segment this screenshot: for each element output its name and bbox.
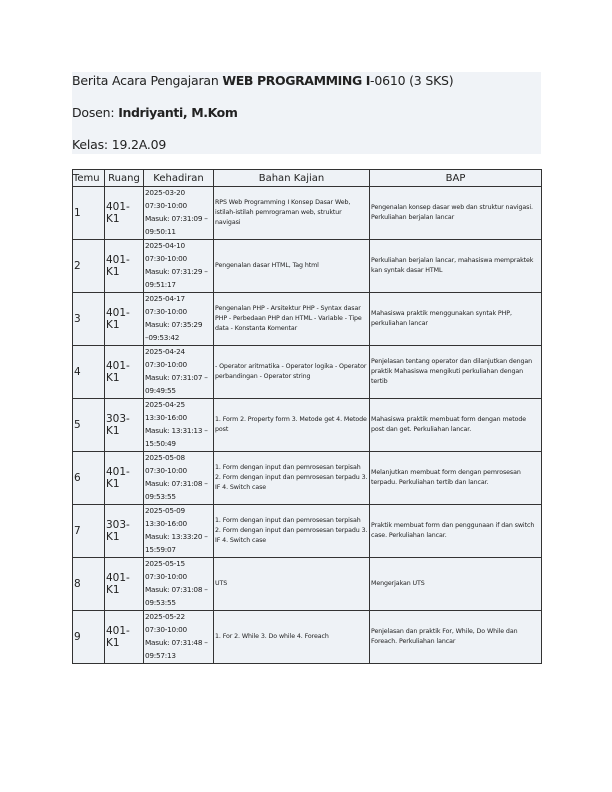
- cell-kehadiran: [144, 611, 214, 664]
- kehadiran-date: 2025-05-09: [145, 506, 185, 516]
- cell-ruang: 303-K1: [105, 399, 144, 452]
- course-name: WEB PROGRAMMING I: [222, 73, 371, 88]
- cell-bahan-kajian: Pengenalan dasar HTML, Tag html: [214, 240, 370, 293]
- table-row: [73, 240, 542, 293]
- cell-bap: Mahasiswa praktik membuat form dengan metode post dan get. Perkuliahan lancar.: [370, 399, 542, 452]
- kehadiran-masuk: Masuk: 07:31:08 –: [145, 479, 208, 488]
- table-row: [73, 611, 542, 664]
- kehadiran-time: 07:30-10:00: [145, 625, 187, 635]
- cell-bap: Pengenalan konsep dasar web dan struktur navigasi. Perkuliahan berjalan lancar: [370, 187, 542, 240]
- cell-kehadiran: [144, 240, 214, 293]
- cell-kehadiran: [144, 293, 214, 346]
- cell-bahan-kajian: - Operator aritmatika - Operator logika - Operator perbandingan - Operator string: [214, 346, 370, 399]
- kehadiran-keluar: 09:49:55: [145, 385, 176, 395]
- kehadiran-keluar: 15:50:49: [145, 438, 176, 448]
- course-code: -0610 (3 SKS): [370, 73, 454, 88]
- kehadiran-date: 2025-05-15: [145, 559, 185, 569]
- kehadiran-masuk: Masuk: 07:31:48 –: [145, 638, 208, 647]
- cell-temu: 2: [73, 240, 105, 293]
- kehadiran-time: 07:30-10:00: [145, 307, 187, 317]
- cell-ruang: 401-K1: [105, 452, 144, 505]
- kehadiran-masuk: Masuk: 07:31:29 –: [145, 267, 208, 276]
- cell-bap: Penjelasan tentang operator dan dilanjutkan dengan praktik Mahasiswa mengikuti perkuliahan dengan tertib: [370, 346, 542, 399]
- kehadiran-keluar: 15:59:07: [145, 544, 176, 554]
- page-title: [72, 73, 453, 88]
- kehadiran-time: 07:30-10:00: [145, 466, 187, 476]
- kehadiran-date: 2025-04-17: [145, 294, 185, 304]
- kehadiran-keluar: 09:53:55: [145, 491, 176, 501]
- kehadiran-time: 13:30-16:00: [145, 519, 187, 529]
- kehadiran-keluar: –09:53:42: [145, 332, 180, 342]
- kehadiran-date: 2025-05-22: [145, 612, 185, 622]
- cell-kehadiran: [144, 558, 214, 611]
- kehadiran-keluar: 09:53:55: [145, 597, 176, 607]
- cell-kehadiran: [144, 505, 214, 558]
- cell-temu: 7: [73, 505, 105, 558]
- cell-kehadiran: [144, 452, 214, 505]
- kehadiran-time: 07:30-10:00: [145, 254, 187, 264]
- kehadiran-masuk: Masuk: 07:31:09 –: [145, 214, 208, 223]
- col-header-kehadiran: Kehadiran: [144, 170, 214, 187]
- cell-bahan-kajian: Pengenalan PHP - Arsitektur PHP - Syntax dasar PHP - Perbedaan PHP dan HTML - Variable - Tipe data - Konstanta Komentar: [214, 293, 370, 346]
- cell-bap: Mahasiswa praktik menggunakan syntak PHP, perkuliahan lancar: [370, 293, 542, 346]
- cell-ruang: 303-K1: [105, 505, 144, 558]
- table-header-row: [73, 170, 542, 187]
- kehadiran-date: 2025-04-10: [145, 241, 185, 251]
- col-header-temu: Temu: [73, 170, 105, 187]
- col-header-bap: BAP: [370, 170, 542, 187]
- cell-bap: Penjelasan dan praktik For, While, Do While dan Foreach. Perkuliahan lancar: [370, 611, 542, 664]
- cell-ruang: 401-K1: [105, 558, 144, 611]
- cell-bap: Perkuliahan berjalan lancar, mahasiswa mempraktek kan syntak dasar HTML: [370, 240, 542, 293]
- cell-temu: 3: [73, 293, 105, 346]
- table-row: [73, 558, 542, 611]
- cell-bahan-kajian: 1. For 2. While 3. Do while 4. Foreach: [214, 611, 370, 664]
- table-row: [73, 452, 542, 505]
- cell-bahan-kajian: 1. Form dengan input dan pemrosesan terpisah 2. Form dengan input dan pemrosesan terpadu 3. IF 4. Switch case: [214, 452, 370, 505]
- table-row: [73, 505, 542, 558]
- cell-bap: Praktik membuat form dan penggunaan if dan switch case. Perkuliahan lancar.: [370, 505, 542, 558]
- cell-temu: 8: [73, 558, 105, 611]
- kehadiran-time: 07:30-10:00: [145, 360, 187, 370]
- cell-ruang: 401-K1: [105, 346, 144, 399]
- table-row: [73, 346, 542, 399]
- kehadiran-date: 2025-04-24: [145, 347, 185, 357]
- cell-bahan-kajian: 1. Form dengan input dan pemrosesan terpisah 2. Form dengan input dan pemrosesan terpadu 3. IF 4. Switch case: [214, 505, 370, 558]
- cell-kehadiran: [144, 399, 214, 452]
- col-header-bahan-kajian: Bahan Kajian: [214, 170, 370, 187]
- kehadiran-masuk: Masuk: 13:33:20 –: [145, 532, 208, 541]
- kehadiran-masuk: Masuk: 13:31:13 –: [145, 426, 208, 435]
- cell-temu: 1: [73, 187, 105, 240]
- cell-temu: 5: [73, 399, 105, 452]
- cell-ruang: 401-K1: [105, 240, 144, 293]
- kehadiran-keluar: 09:57:13: [145, 650, 176, 660]
- kehadiran-date: 2025-03-20: [145, 188, 185, 198]
- table-row: [73, 293, 542, 346]
- cell-bahan-kajian: 1. Form 2. Property form 3. Metode get 4. Metode post: [214, 399, 370, 452]
- cell-bahan-kajian: RPS Web Programming I Konsep Dasar Web, istilah-istilah pemrograman web, struktur navigasi: [214, 187, 370, 240]
- kelas-line: Kelas: 19.2A.09: [72, 137, 167, 152]
- cell-bap: Melanjutkan membuat form dengan pemrosesan terpadu. Perkuliahan tertib dan lancar.: [370, 452, 542, 505]
- cell-kehadiran: [144, 346, 214, 399]
- title-prefix: Berita Acara Pengajaran: [72, 73, 219, 88]
- cell-bap: Mengerjakan UTS: [370, 558, 542, 611]
- dosen-line: [72, 105, 237, 120]
- cell-bahan-kajian: UTS: [214, 558, 370, 611]
- cell-temu: 4: [73, 346, 105, 399]
- table-row: [73, 187, 542, 240]
- kehadiran-keluar: 09:51:17: [145, 279, 176, 289]
- kehadiran-masuk: Masuk: 07:31:07 –: [145, 373, 208, 382]
- kehadiran-masuk: Masuk: 07:31:08 –: [145, 585, 208, 594]
- cell-temu: 9: [73, 611, 105, 664]
- kehadiran-time: 13:30-16:00: [145, 413, 187, 423]
- cell-ruang: 401-K1: [105, 293, 144, 346]
- table-row: [73, 399, 542, 452]
- cell-ruang: 401-K1: [105, 611, 144, 664]
- cell-ruang: 401-K1: [105, 187, 144, 240]
- kehadiran-date: 2025-04-25: [145, 400, 185, 410]
- table-body: [73, 187, 542, 664]
- kehadiran-time: 07:30-10:00: [145, 201, 187, 211]
- dosen-label: Dosen:: [72, 105, 115, 120]
- kehadiran-keluar: 09:50:11: [145, 226, 176, 236]
- dosen-name: Indriyanti, M.Kom: [118, 105, 238, 120]
- bap-table: [72, 169, 542, 664]
- cell-kehadiran: [144, 187, 214, 240]
- kehadiran-time: 07:30-10:00: [145, 572, 187, 582]
- col-header-ruang: Ruang: [105, 170, 144, 187]
- kehadiran-masuk: Masuk: 07:35:29: [145, 320, 203, 329]
- kehadiran-date: 2025-05-08: [145, 453, 185, 463]
- cell-temu: 6: [73, 452, 105, 505]
